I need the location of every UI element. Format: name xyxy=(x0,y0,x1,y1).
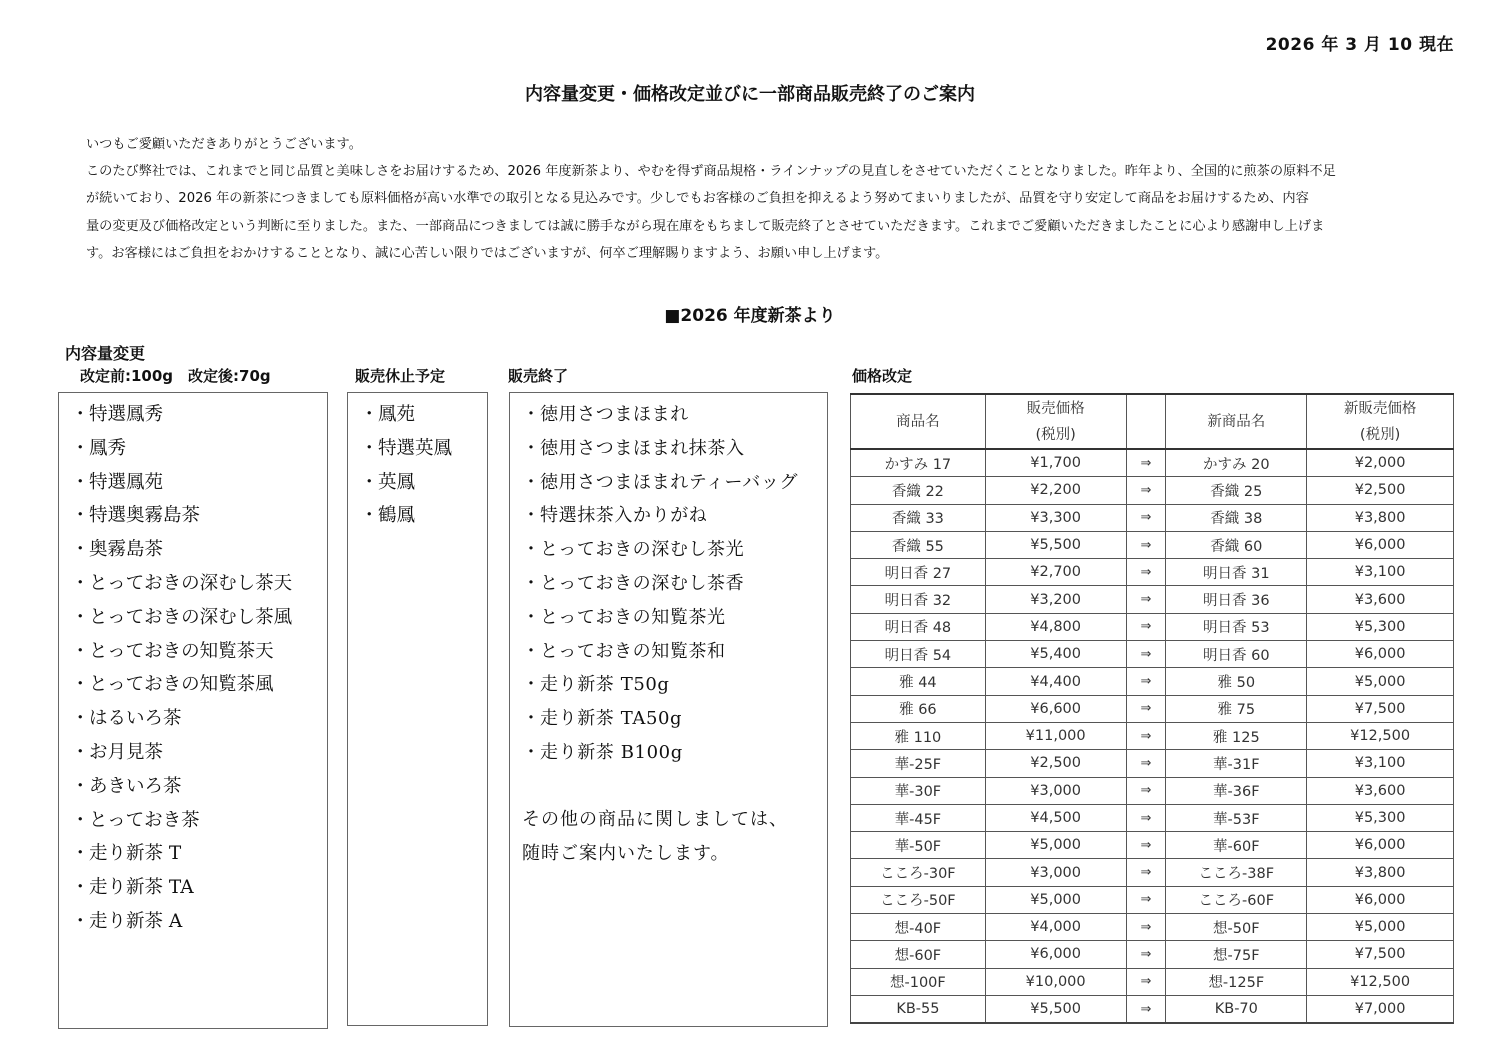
table-row xyxy=(851,695,1454,722)
arrow-icon: ⇒ xyxy=(1126,859,1166,886)
header-price-line1: 販売価格 xyxy=(1026,400,1085,417)
cell-product: 雅 44 xyxy=(851,668,986,695)
list-item xyxy=(71,736,292,770)
sales-end-label: 販売終了 xyxy=(508,367,569,385)
table-row xyxy=(851,777,1454,804)
list-item xyxy=(71,871,292,905)
list-item-text: とっておきの深むし茶風 xyxy=(89,606,293,628)
bullet-icon: ・ xyxy=(522,606,541,628)
bullet-icon: ・ xyxy=(522,404,541,425)
bullet-icon: ・ xyxy=(71,775,90,797)
cell-price: ¥4,800 xyxy=(985,613,1126,640)
arrow-icon: ⇒ xyxy=(1126,504,1166,531)
bullet-icon: ・ xyxy=(71,606,90,628)
cell-new-price: ¥2,500 xyxy=(1307,477,1454,504)
sales-end-list xyxy=(522,398,798,770)
header-price xyxy=(985,394,1126,449)
list-item xyxy=(522,635,798,669)
as-of-date: 2026 年 3 月 10 現在 xyxy=(1265,35,1454,55)
cell-new-product: 香織 25 xyxy=(1166,477,1307,504)
list-item xyxy=(71,466,292,500)
arrow-icon: ⇒ xyxy=(1126,777,1166,804)
sales-pause-box xyxy=(347,392,488,1026)
sales-pause-label: 販売休止予定 xyxy=(355,367,446,385)
cell-product: 華-45F xyxy=(851,804,986,831)
table-row xyxy=(851,859,1454,886)
list-item-text: とっておき茶 xyxy=(89,809,200,831)
cell-new-price: ¥5,300 xyxy=(1307,613,1454,640)
list-item xyxy=(360,398,452,432)
cell-product: 想-100F xyxy=(851,968,986,995)
sales-end-box xyxy=(509,392,828,1027)
list-item-text: 特選奥霧島茶 xyxy=(89,505,201,527)
cell-new-product: こころ-38F xyxy=(1166,859,1307,886)
bullet-icon: ・ xyxy=(71,809,90,831)
list-item-text: 走り新茶 T50g xyxy=(540,674,670,696)
cell-new-price: ¥3,100 xyxy=(1307,559,1454,586)
table-row xyxy=(851,586,1454,613)
list-item-text: 特選抹茶入かりがね xyxy=(540,505,708,527)
table-row xyxy=(851,804,1454,831)
cell-new-price: ¥3,800 xyxy=(1307,859,1454,886)
bullet-icon: ・ xyxy=(71,572,90,594)
cell-new-price: ¥12,500 xyxy=(1307,968,1454,995)
list-item-text: 鶴鳳 xyxy=(378,505,416,527)
arrow-icon: ⇒ xyxy=(1126,750,1166,777)
table-row xyxy=(851,477,1454,504)
intro-paragraph xyxy=(86,131,1466,267)
cell-product: 華-50F xyxy=(851,832,986,859)
list-item xyxy=(522,499,798,533)
table-row xyxy=(851,886,1454,913)
bullet-icon: ・ xyxy=(71,674,90,696)
arrow-icon: ⇒ xyxy=(1126,995,1166,1023)
cell-product: 香織 33 xyxy=(851,504,986,531)
list-item xyxy=(71,837,292,871)
cell-new-product: 香織 38 xyxy=(1166,504,1307,531)
list-item-text: 走り新茶 T xyxy=(89,843,182,865)
cell-price: ¥4,000 xyxy=(985,914,1126,941)
list-item-text: 英鳳 xyxy=(378,471,416,493)
cell-price: ¥5,500 xyxy=(985,995,1126,1023)
header-new-price-line2: (税別) xyxy=(1359,426,1401,443)
cell-product: 雅 110 xyxy=(851,722,986,749)
cell-price: ¥2,700 xyxy=(985,559,1126,586)
table-row xyxy=(851,914,1454,941)
arrow-icon: ⇒ xyxy=(1126,968,1166,995)
list-item xyxy=(522,432,798,466)
bullet-icon: ・ xyxy=(71,910,90,932)
list-item xyxy=(71,601,292,635)
note-line: その他の商品に関しましては、 xyxy=(522,809,788,830)
cell-product: 華-25F xyxy=(851,750,986,777)
list-item xyxy=(360,466,452,500)
arrow-icon: ⇒ xyxy=(1126,886,1166,913)
intro-line: いつもご愛顧いただきありがとうございます。 xyxy=(86,137,362,152)
list-item xyxy=(71,804,292,838)
cell-new-product: 明日香 60 xyxy=(1166,641,1307,668)
list-item-text: 徳用さつまほまれティーバッグ xyxy=(540,471,799,493)
cell-price: ¥11,000 xyxy=(985,722,1126,749)
list-item-text: 奥霧島茶 xyxy=(89,539,164,561)
cell-price: ¥3,000 xyxy=(985,777,1126,804)
arrow-icon: ⇒ xyxy=(1126,832,1166,859)
content-change-label: 内容量変更 xyxy=(65,344,146,363)
table-row xyxy=(851,722,1454,749)
bullet-icon: ・ xyxy=(71,404,90,425)
list-item-text: とっておきの知覧茶天 xyxy=(89,640,274,662)
header-arrow xyxy=(1126,394,1166,449)
section-heading: ■2026 年度新茶より xyxy=(664,306,836,326)
bullet-icon: ・ xyxy=(360,404,379,425)
arrow-icon: ⇒ xyxy=(1126,531,1166,558)
cell-new-price: ¥7,500 xyxy=(1307,941,1454,968)
bullet-icon: ・ xyxy=(522,572,541,594)
list-item xyxy=(71,432,292,466)
cell-product: 明日香 32 xyxy=(851,586,986,613)
cell-new-product: 想-75F xyxy=(1166,941,1307,968)
list-item-text: 鳳秀 xyxy=(89,437,127,459)
cell-product: かすみ 17 xyxy=(851,449,986,477)
price-table-body xyxy=(851,449,1454,1023)
cell-new-product: 華-53F xyxy=(1166,804,1307,831)
cell-new-product: KB-70 xyxy=(1166,995,1307,1023)
arrow-icon: ⇒ xyxy=(1126,449,1166,477)
cell-new-price: ¥6,000 xyxy=(1307,832,1454,859)
arrow-icon: ⇒ xyxy=(1126,477,1166,504)
cell-new-price: ¥3,800 xyxy=(1307,504,1454,531)
list-item xyxy=(71,499,292,533)
bullet-icon: ・ xyxy=(522,674,541,696)
list-item-text: とっておきの深むし茶天 xyxy=(89,572,293,594)
arrow-icon: ⇒ xyxy=(1126,613,1166,640)
list-item-text: 特選鳳秀 xyxy=(89,404,164,425)
table-row xyxy=(851,504,1454,531)
list-item xyxy=(71,905,292,939)
arrow-icon: ⇒ xyxy=(1126,586,1166,613)
table-row xyxy=(851,449,1454,477)
cell-new-product: かすみ 20 xyxy=(1166,449,1307,477)
header-new-price xyxy=(1307,394,1454,449)
list-item-text: とっておきの知覧茶風 xyxy=(89,674,274,696)
list-item xyxy=(71,567,292,601)
list-item-text: 走り新茶 TA50g xyxy=(540,708,683,730)
list-item-text: とっておきの知覧茶和 xyxy=(540,640,726,662)
cell-price: ¥3,000 xyxy=(985,859,1126,886)
cell-price: ¥2,500 xyxy=(985,750,1126,777)
list-item-text: とっておきの知覧茶光 xyxy=(540,606,726,628)
bullet-icon: ・ xyxy=(71,640,90,662)
bullet-icon: ・ xyxy=(522,437,541,459)
list-item xyxy=(522,668,798,702)
arrow-icon: ⇒ xyxy=(1126,695,1166,722)
intro-line: このたび弊社では、これまでと同じ品質と美味しさをお届けするため、2026 年度新茶より、やむを得ず商品規格・ラインナップの見直しをさせていただくこととなりました。昨年より、全国的に煎茶の原料不足 xyxy=(86,164,1336,180)
arrow-icon: ⇒ xyxy=(1126,941,1166,968)
arrow-icon: ⇒ xyxy=(1126,559,1166,586)
cell-new-price: ¥3,100 xyxy=(1307,750,1454,777)
list-item xyxy=(522,533,798,567)
list-item xyxy=(522,398,798,432)
bullet-icon: ・ xyxy=(522,640,541,662)
bullet-icon: ・ xyxy=(522,471,541,493)
content-change-box xyxy=(58,392,328,1029)
list-item-text: 特選英鳳 xyxy=(378,437,453,459)
bullet-icon: ・ xyxy=(522,708,541,730)
cell-new-product: 想-125F xyxy=(1166,968,1307,995)
cell-new-product: 雅 125 xyxy=(1166,722,1307,749)
list-item-text: お月見茶 xyxy=(89,741,164,763)
content-change-sublabel: 改定前:100g 改定後:70g xyxy=(80,367,271,385)
cell-price: ¥5,500 xyxy=(985,531,1126,558)
cell-price: ¥5,400 xyxy=(985,641,1126,668)
cell-product: 雅 66 xyxy=(851,695,986,722)
cell-new-product: こころ-60F xyxy=(1166,886,1307,913)
list-item xyxy=(71,533,292,567)
cell-new-price: ¥7,000 xyxy=(1307,995,1454,1023)
cell-new-price: ¥2,000 xyxy=(1307,449,1454,477)
cell-price: ¥6,000 xyxy=(985,941,1126,968)
cell-product: 明日香 54 xyxy=(851,641,986,668)
cell-price: ¥5,000 xyxy=(985,886,1126,913)
arrow-icon: ⇒ xyxy=(1126,668,1166,695)
cell-new-price: ¥5,000 xyxy=(1307,668,1454,695)
cell-product: 香織 55 xyxy=(851,531,986,558)
list-item xyxy=(360,499,452,533)
cell-product: 明日香 27 xyxy=(851,559,986,586)
table-row xyxy=(851,995,1454,1023)
list-item xyxy=(360,432,452,466)
cell-product: 香織 22 xyxy=(851,477,986,504)
cell-price: ¥4,400 xyxy=(985,668,1126,695)
arrow-icon: ⇒ xyxy=(1126,641,1166,668)
bullet-icon: ・ xyxy=(71,539,90,561)
cell-new-product: 香織 60 xyxy=(1166,531,1307,558)
list-item xyxy=(522,736,798,770)
cell-product: 想-40F xyxy=(851,914,986,941)
table-row xyxy=(851,832,1454,859)
cell-price: ¥1,700 xyxy=(985,449,1126,477)
arrow-icon: ⇒ xyxy=(1126,722,1166,749)
header-new-product: 新商品名 xyxy=(1166,394,1307,449)
list-item-text: 徳用さつまほまれ xyxy=(540,404,689,425)
list-item-text: 走り新茶 A xyxy=(89,910,183,932)
list-item xyxy=(522,466,798,500)
cell-product: 華-30F xyxy=(851,777,986,804)
list-item xyxy=(71,668,292,702)
cell-new-price: ¥3,600 xyxy=(1307,777,1454,804)
list-item xyxy=(71,398,292,432)
cell-new-price: ¥6,000 xyxy=(1307,641,1454,668)
cell-price: ¥10,000 xyxy=(985,968,1126,995)
arrow-icon: ⇒ xyxy=(1126,914,1166,941)
header-new-price-line1: 新販売価格 xyxy=(1343,400,1417,417)
list-item-text: 走り新茶 TA xyxy=(89,877,194,899)
bullet-icon: ・ xyxy=(71,505,90,527)
bullet-icon: ・ xyxy=(360,437,379,459)
intro-line: す。お客様にはご負担をおかけすることとなり、誠に心苦しい限りではございますが、何卒ご理解賜りますよう、お願い申し上げます。 xyxy=(86,245,889,261)
bullet-icon: ・ xyxy=(71,877,90,899)
list-item xyxy=(71,770,292,804)
cell-new-product: 明日香 36 xyxy=(1166,586,1307,613)
bullet-icon: ・ xyxy=(71,843,90,865)
bullet-icon: ・ xyxy=(71,471,90,493)
list-item xyxy=(522,702,798,736)
bullet-icon: ・ xyxy=(360,505,379,527)
table-row xyxy=(851,750,1454,777)
price-revision-label: 価格改定 xyxy=(852,367,913,385)
list-item-text: 鳳苑 xyxy=(378,404,416,425)
table-row xyxy=(851,531,1454,558)
list-item-text: あきいろ茶 xyxy=(89,775,182,797)
cell-price: ¥6,600 xyxy=(985,695,1126,722)
intro-line: 量の変更及び価格改定という判断に至りました。また、一部商品につきましては誠に勝手ながら現在庫をもちまして販売終了とさせていただきます。これまでご愛顧いただきましたことに心より感謝申し上げま xyxy=(86,218,1325,234)
cell-product: こころ-30F xyxy=(851,859,986,886)
cell-new-product: 華-60F xyxy=(1166,832,1307,859)
cell-product: こころ-50F xyxy=(851,886,986,913)
header-product: 商品名 xyxy=(851,394,986,449)
sales-end-note xyxy=(522,803,788,871)
list-item-text: とっておきの深むし茶光 xyxy=(540,539,745,561)
list-item-text: 特選鳳苑 xyxy=(89,471,164,493)
list-item-text: 徳用さつまほまれ抹茶入 xyxy=(540,437,745,459)
price-revision-table xyxy=(850,393,1454,1024)
cell-new-price: ¥6,000 xyxy=(1307,531,1454,558)
cell-new-product: 明日香 31 xyxy=(1166,559,1307,586)
intro-line: が続いており、2026 年の新茶につきましても原料価格が高い水準での取引となる見込みです。少しでもお客様のご負担を抑えるよう努めてまいりましたが、品質を守り安定して商品をお届けするため、内容 xyxy=(86,191,1309,207)
cell-new-price: ¥5,300 xyxy=(1307,804,1454,831)
table-row xyxy=(851,559,1454,586)
document-title: 内容量変更・価格改定並びに一部商品販売終了のご案内 xyxy=(525,84,975,105)
cell-product: KB-55 xyxy=(851,995,986,1023)
cell-new-product: 華-31F xyxy=(1166,750,1307,777)
cell-new-price: ¥6,000 xyxy=(1307,886,1454,913)
cell-new-product: 雅 50 xyxy=(1166,668,1307,695)
list-item xyxy=(71,635,292,669)
table-row xyxy=(851,641,1454,668)
cell-new-price: ¥7,500 xyxy=(1307,695,1454,722)
cell-new-price: ¥3,600 xyxy=(1307,586,1454,613)
table-row xyxy=(851,968,1454,995)
bullet-icon: ・ xyxy=(522,741,541,763)
list-item xyxy=(71,702,292,736)
list-item-text: はるいろ茶 xyxy=(89,708,182,730)
table-row xyxy=(851,668,1454,695)
cell-price: ¥3,200 xyxy=(985,586,1126,613)
list-item-text: 走り新茶 B100g xyxy=(540,741,683,763)
bullet-icon: ・ xyxy=(522,505,541,527)
note-line: 随時ご案内いたします。 xyxy=(522,843,730,864)
cell-new-product: 想-50F xyxy=(1166,914,1307,941)
cell-product: 明日香 48 xyxy=(851,613,986,640)
content-change-list xyxy=(71,398,292,939)
table-row xyxy=(851,941,1454,968)
arrow-icon: ⇒ xyxy=(1126,804,1166,831)
list-item xyxy=(522,601,798,635)
list-item-text: とっておきの深むし茶香 xyxy=(540,572,745,594)
bullet-icon: ・ xyxy=(522,539,541,561)
bullet-icon: ・ xyxy=(71,741,90,763)
list-item xyxy=(522,567,798,601)
table-row xyxy=(851,613,1454,640)
cell-new-product: 明日香 53 xyxy=(1166,613,1307,640)
bullet-icon: ・ xyxy=(71,708,90,730)
cell-price: ¥2,200 xyxy=(985,477,1126,504)
cell-price: ¥4,500 xyxy=(985,804,1126,831)
header-price-line2: (税別) xyxy=(1035,426,1076,443)
bullet-icon: ・ xyxy=(360,471,379,493)
cell-new-product: 華-36F xyxy=(1166,777,1307,804)
cell-new-price: ¥12,500 xyxy=(1307,722,1454,749)
cell-new-price: ¥5,000 xyxy=(1307,914,1454,941)
bullet-icon: ・ xyxy=(71,437,90,459)
cell-price: ¥5,000 xyxy=(985,832,1126,859)
table-header-row xyxy=(851,394,1454,449)
cell-new-product: 雅 75 xyxy=(1166,695,1307,722)
cell-product: 想-60F xyxy=(851,941,986,968)
cell-price: ¥3,300 xyxy=(985,504,1126,531)
sales-pause-list xyxy=(360,398,452,533)
